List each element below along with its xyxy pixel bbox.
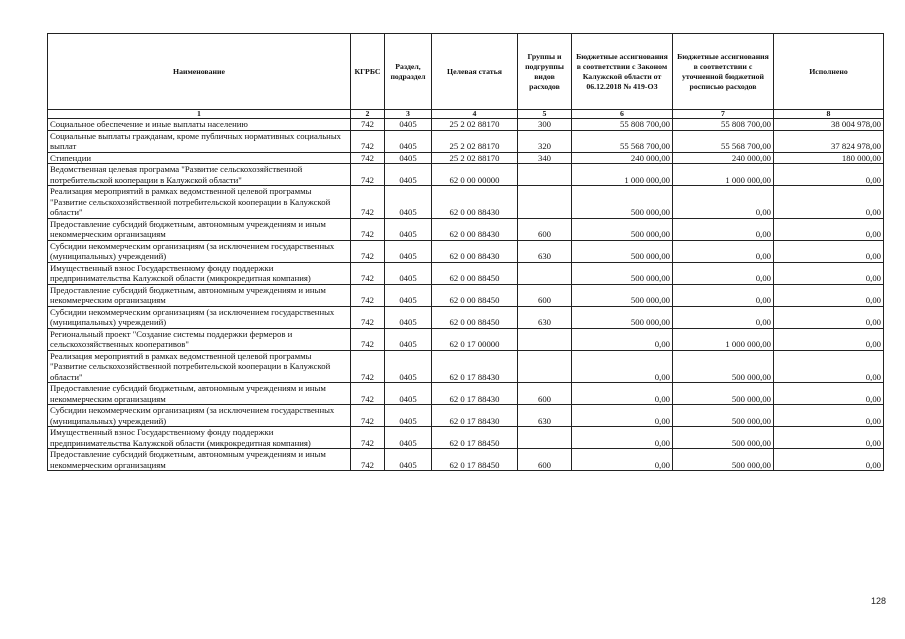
row-executed: 37 824 978,00 bbox=[774, 130, 884, 152]
row-group: 600 bbox=[518, 383, 572, 405]
row-section: 0405 bbox=[385, 350, 432, 383]
row-law-allocation: 55 568 700,00 bbox=[572, 130, 673, 152]
row-law-allocation: 500 000,00 bbox=[572, 218, 673, 240]
row-executed: 0,00 bbox=[774, 405, 884, 427]
column-number: 3 bbox=[385, 110, 432, 119]
row-article: 62 0 00 88450 bbox=[432, 306, 518, 328]
row-executed: 0,00 bbox=[774, 449, 884, 471]
row-kgrbs: 742 bbox=[351, 383, 385, 405]
header-law-allocations: Бюджетные ассигнования в соответствии с Законом Калужской области от 06.12.2018 № 419-ОЗ bbox=[572, 34, 673, 110]
header-refined-allocations: Бюджетные ассигнования в соответствии с уточненной бюджетной росписью расходов bbox=[673, 34, 774, 110]
row-name: Предоставление субсидий бюджетным, автономным учреждениям и иным некоммерческим организациям bbox=[48, 284, 351, 306]
row-section: 0405 bbox=[385, 383, 432, 405]
row-refined-allocation: 55 568 700,00 bbox=[673, 130, 774, 152]
table-row bbox=[48, 350, 884, 383]
row-article: 62 0 00 00000 bbox=[432, 164, 518, 186]
row-article: 25 2 02 88170 bbox=[432, 130, 518, 152]
row-law-allocation: 0,00 bbox=[572, 328, 673, 350]
row-kgrbs: 742 bbox=[351, 186, 385, 219]
row-law-allocation: 0,00 bbox=[572, 449, 673, 471]
row-group: 320 bbox=[518, 130, 572, 152]
table-header-row bbox=[48, 34, 884, 110]
row-executed: 38 004 978,00 bbox=[774, 119, 884, 131]
row-article: 62 0 00 88450 bbox=[432, 284, 518, 306]
row-refined-allocation: 55 808 700,00 bbox=[673, 119, 774, 131]
budget-table bbox=[47, 33, 884, 471]
column-number: 4 bbox=[432, 110, 518, 119]
row-group bbox=[518, 328, 572, 350]
row-law-allocation: 240 000,00 bbox=[572, 152, 673, 164]
row-refined-allocation: 0,00 bbox=[673, 284, 774, 306]
header-section: Раздел, подраздел bbox=[385, 34, 432, 110]
column-number: 1 bbox=[48, 110, 351, 119]
row-name: Социальное обеспечение и иные выплаты населению bbox=[48, 119, 351, 131]
table-row bbox=[48, 186, 884, 219]
row-name: Ведомственная целевая программа "Развитие сельскохозяйственной потребительской кооперации в Калужской области" bbox=[48, 164, 351, 186]
row-section: 0405 bbox=[385, 186, 432, 219]
table-row bbox=[48, 306, 884, 328]
row-article: 62 0 17 88430 bbox=[432, 405, 518, 427]
row-refined-allocation: 0,00 bbox=[673, 186, 774, 219]
row-kgrbs: 742 bbox=[351, 218, 385, 240]
table-row bbox=[48, 240, 884, 262]
row-law-allocation: 0,00 bbox=[572, 350, 673, 383]
row-article: 62 0 17 88430 bbox=[432, 350, 518, 383]
row-section: 0405 bbox=[385, 218, 432, 240]
row-law-allocation: 55 808 700,00 bbox=[572, 119, 673, 131]
table-row bbox=[48, 130, 884, 152]
row-kgrbs: 742 bbox=[351, 164, 385, 186]
row-section: 0405 bbox=[385, 306, 432, 328]
row-name: Региональный проект "Создание системы поддержки фермеров и сельскохозяйственных кооперативов" bbox=[48, 328, 351, 350]
row-executed: 0,00 bbox=[774, 306, 884, 328]
row-group: 630 bbox=[518, 405, 572, 427]
row-refined-allocation: 500 000,00 bbox=[673, 350, 774, 383]
row-group: 600 bbox=[518, 449, 572, 471]
table-row bbox=[48, 119, 884, 131]
row-group: 630 bbox=[518, 240, 572, 262]
row-executed: 0,00 bbox=[774, 284, 884, 306]
row-section: 0405 bbox=[385, 240, 432, 262]
row-section: 0405 bbox=[385, 449, 432, 471]
row-refined-allocation: 500 000,00 bbox=[673, 427, 774, 449]
row-group: 600 bbox=[518, 218, 572, 240]
row-executed: 0,00 bbox=[774, 350, 884, 383]
row-law-allocation: 500 000,00 bbox=[572, 306, 673, 328]
row-section: 0405 bbox=[385, 119, 432, 131]
row-refined-allocation: 0,00 bbox=[673, 218, 774, 240]
row-executed: 0,00 bbox=[774, 218, 884, 240]
row-section: 0405 bbox=[385, 284, 432, 306]
row-article: 62 0 17 88450 bbox=[432, 427, 518, 449]
row-article: 62 0 00 88430 bbox=[432, 218, 518, 240]
table-row bbox=[48, 164, 884, 186]
row-executed: 0,00 bbox=[774, 328, 884, 350]
row-kgrbs: 742 bbox=[351, 262, 385, 284]
row-article: 62 0 17 00000 bbox=[432, 328, 518, 350]
column-number: 7 bbox=[673, 110, 774, 119]
row-name: Предоставление субсидий бюджетным, автономным учреждениям и иным некоммерческим организациям bbox=[48, 449, 351, 471]
table-row bbox=[48, 218, 884, 240]
row-name: Имущественный взнос Государственному фонду поддержки предпринимательства Калужской области (микрокредитная компания) bbox=[48, 262, 351, 284]
table-row bbox=[48, 383, 884, 405]
row-name: Предоставление субсидий бюджетным, автономным учреждениям и иным некоммерческим организациям bbox=[48, 218, 351, 240]
header-name: Наименование bbox=[48, 34, 351, 110]
row-name: Субсидии некоммерческим организациям (за исключением государственных (муниципальных) учреждений) bbox=[48, 240, 351, 262]
row-group: 600 bbox=[518, 284, 572, 306]
row-refined-allocation: 1 000 000,00 bbox=[673, 328, 774, 350]
row-executed: 0,00 bbox=[774, 262, 884, 284]
row-group bbox=[518, 350, 572, 383]
column-number-row bbox=[48, 110, 884, 119]
row-kgrbs: 742 bbox=[351, 405, 385, 427]
row-article: 25 2 02 88170 bbox=[432, 152, 518, 164]
row-article: 62 0 17 88430 bbox=[432, 383, 518, 405]
row-article: 62 0 00 88430 bbox=[432, 186, 518, 219]
row-law-allocation: 500 000,00 bbox=[572, 240, 673, 262]
row-refined-allocation: 1 000 000,00 bbox=[673, 164, 774, 186]
row-refined-allocation: 0,00 bbox=[673, 262, 774, 284]
table-row bbox=[48, 152, 884, 164]
row-kgrbs: 742 bbox=[351, 119, 385, 131]
row-refined-allocation: 500 000,00 bbox=[673, 449, 774, 471]
row-section: 0405 bbox=[385, 262, 432, 284]
row-refined-allocation: 500 000,00 bbox=[673, 383, 774, 405]
table-body bbox=[48, 119, 884, 471]
row-name: Субсидии некоммерческим организациям (за исключением государственных (муниципальных) учреждений) bbox=[48, 405, 351, 427]
table-row bbox=[48, 427, 884, 449]
header-groups: Группы и подгруппы видов расходов bbox=[518, 34, 572, 110]
column-number: 6 bbox=[572, 110, 673, 119]
row-group bbox=[518, 186, 572, 219]
row-name: Реализация мероприятий в рамках ведомственной целевой программы "Развитие сельскохозяйственной потребительской кооперации в Калужской области" bbox=[48, 186, 351, 219]
row-law-allocation: 0,00 bbox=[572, 383, 673, 405]
row-article: 62 0 17 88450 bbox=[432, 449, 518, 471]
row-kgrbs: 742 bbox=[351, 284, 385, 306]
row-executed: 0,00 bbox=[774, 427, 884, 449]
row-section: 0405 bbox=[385, 405, 432, 427]
row-section: 0405 bbox=[385, 164, 432, 186]
row-article: 62 0 00 88430 bbox=[432, 240, 518, 262]
row-law-allocation: 500 000,00 bbox=[572, 186, 673, 219]
row-article: 25 2 02 88170 bbox=[432, 119, 518, 131]
row-executed: 0,00 bbox=[774, 186, 884, 219]
row-executed: 0,00 bbox=[774, 240, 884, 262]
row-name: Субсидии некоммерческим организациям (за исключением государственных (муниципальных) учреждений) bbox=[48, 306, 351, 328]
column-number: 2 bbox=[351, 110, 385, 119]
page-number: 128 bbox=[870, 596, 886, 606]
row-name: Имущественный взнос Государственному фонду поддержки предпринимательства Калужской области (микрокредитная компания) bbox=[48, 427, 351, 449]
row-kgrbs: 742 bbox=[351, 306, 385, 328]
row-name: Реализация мероприятий в рамках ведомственной целевой программы "Развитие сельскохозяйственной потребительской кооперации в Калужской области" bbox=[48, 350, 351, 383]
header-article: Целевая статья bbox=[432, 34, 518, 110]
row-kgrbs: 742 bbox=[351, 427, 385, 449]
row-executed: 0,00 bbox=[774, 383, 884, 405]
row-refined-allocation: 0,00 bbox=[673, 240, 774, 262]
row-section: 0405 bbox=[385, 328, 432, 350]
row-kgrbs: 742 bbox=[351, 152, 385, 164]
table-row bbox=[48, 405, 884, 427]
table-row bbox=[48, 262, 884, 284]
row-group bbox=[518, 427, 572, 449]
row-group: 300 bbox=[518, 119, 572, 131]
row-section: 0405 bbox=[385, 427, 432, 449]
row-law-allocation: 1 000 000,00 bbox=[572, 164, 673, 186]
row-group bbox=[518, 164, 572, 186]
row-law-allocation: 500 000,00 bbox=[572, 262, 673, 284]
row-kgrbs: 742 bbox=[351, 449, 385, 471]
column-number: 5 bbox=[518, 110, 572, 119]
row-executed: 0,00 bbox=[774, 164, 884, 186]
row-group: 340 bbox=[518, 152, 572, 164]
row-refined-allocation: 0,00 bbox=[673, 306, 774, 328]
row-name: Предоставление субсидий бюджетным, автономным учреждениям и иным некоммерческим организациям bbox=[48, 383, 351, 405]
row-name: Стипендии bbox=[48, 152, 351, 164]
header-kgrbs: КГРБС bbox=[351, 34, 385, 110]
row-refined-allocation: 240 000,00 bbox=[673, 152, 774, 164]
row-kgrbs: 742 bbox=[351, 130, 385, 152]
row-group bbox=[518, 262, 572, 284]
row-kgrbs: 742 bbox=[351, 350, 385, 383]
row-group: 630 bbox=[518, 306, 572, 328]
row-section: 0405 bbox=[385, 152, 432, 164]
table-row bbox=[48, 328, 884, 350]
row-kgrbs: 742 bbox=[351, 328, 385, 350]
row-refined-allocation: 500 000,00 bbox=[673, 405, 774, 427]
header-executed: Исполнено bbox=[774, 34, 884, 110]
row-law-allocation: 500 000,00 bbox=[572, 284, 673, 306]
row-law-allocation: 0,00 bbox=[572, 405, 673, 427]
row-article: 62 0 00 88450 bbox=[432, 262, 518, 284]
row-section: 0405 bbox=[385, 130, 432, 152]
row-law-allocation: 0,00 bbox=[572, 427, 673, 449]
row-kgrbs: 742 bbox=[351, 240, 385, 262]
row-executed: 180 000,00 bbox=[774, 152, 884, 164]
budget-table-sheet bbox=[47, 33, 883, 471]
table-row bbox=[48, 284, 884, 306]
column-number: 8 bbox=[774, 110, 884, 119]
row-name: Социальные выплаты гражданам, кроме публичных нормативных социальных выплат bbox=[48, 130, 351, 152]
table-row bbox=[48, 449, 884, 471]
